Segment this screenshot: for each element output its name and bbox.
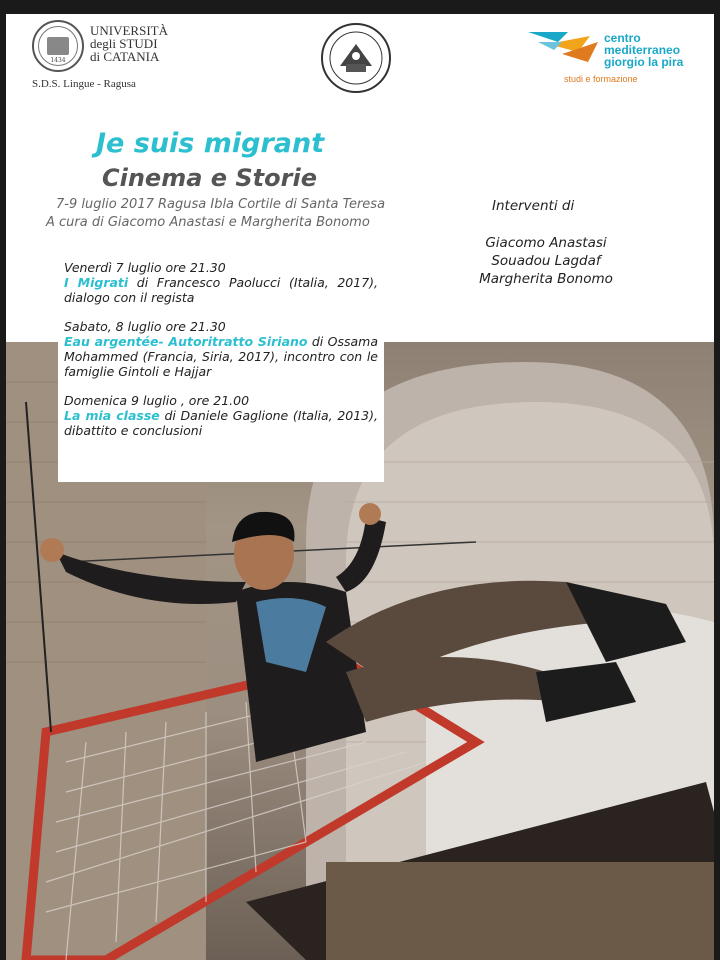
program-event	[64, 393, 378, 438]
speakers-list	[461, 234, 631, 288]
lapira-tagline: studi e formazione	[564, 74, 638, 84]
event-datetime: Sabato, 8 luglio ore 21.30	[64, 319, 226, 334]
unict-department: S.D.S. Lingue - Ragusa	[32, 78, 136, 90]
lapira-mark-icon	[528, 28, 600, 68]
lapira-name: centro mediterraneo giorgio la pira	[604, 31, 684, 69]
event-datetime: Domenica 9 luglio , ore 21.00	[64, 393, 250, 408]
lapira-logo	[528, 28, 698, 88]
event-description: Eau argentée- Autoritratto Siriano di Ossama Mohammed (Francia, Siria, 2017), incontro con le famiglie Gintoli e Hajjar	[64, 334, 378, 379]
program-event	[64, 260, 378, 305]
speaker-name: Margherita Bonomo	[479, 271, 613, 287]
event-datetime: Venerdì 7 luglio ore 21.30	[64, 260, 226, 275]
film-title: La mia classe	[64, 408, 160, 423]
event-title: Je suis migrant	[96, 128, 325, 159]
unict-logo	[32, 20, 192, 92]
event-description: I Migrati di Francesco Paolucci (Italia, 2017), dialogo con il regista	[64, 275, 378, 305]
event-subtitle: Cinema e Storie	[102, 164, 317, 192]
speaker-name: Souadou Lagdaf	[491, 253, 601, 269]
unict-name: UNIVERSITÀ degli STUDI di CATANIA	[90, 23, 168, 64]
interventi-heading: Interventi di	[492, 198, 575, 214]
program-event	[64, 319, 378, 379]
event-curators: A cura di Giacomo Anastasi e Margherita Bonomo	[46, 215, 370, 230]
consorzio-seal-icon	[320, 22, 392, 94]
film-title: I Migrati	[64, 275, 129, 290]
speaker-name: Giacomo Anastasi	[485, 235, 607, 251]
film-title: Eau argentée- Autoritratto Siriano	[64, 334, 308, 349]
event-dates: 7-9 luglio 2017 Ragusa Ibla Cortile di Santa Teresa	[56, 197, 386, 212]
event-description: La mia classe di Daniele Gaglione (Italia, 2013), dibattito e conclusioni	[64, 408, 378, 438]
program-box	[58, 246, 384, 482]
poster	[6, 14, 714, 960]
unict-seal-icon: 1434	[32, 20, 84, 72]
